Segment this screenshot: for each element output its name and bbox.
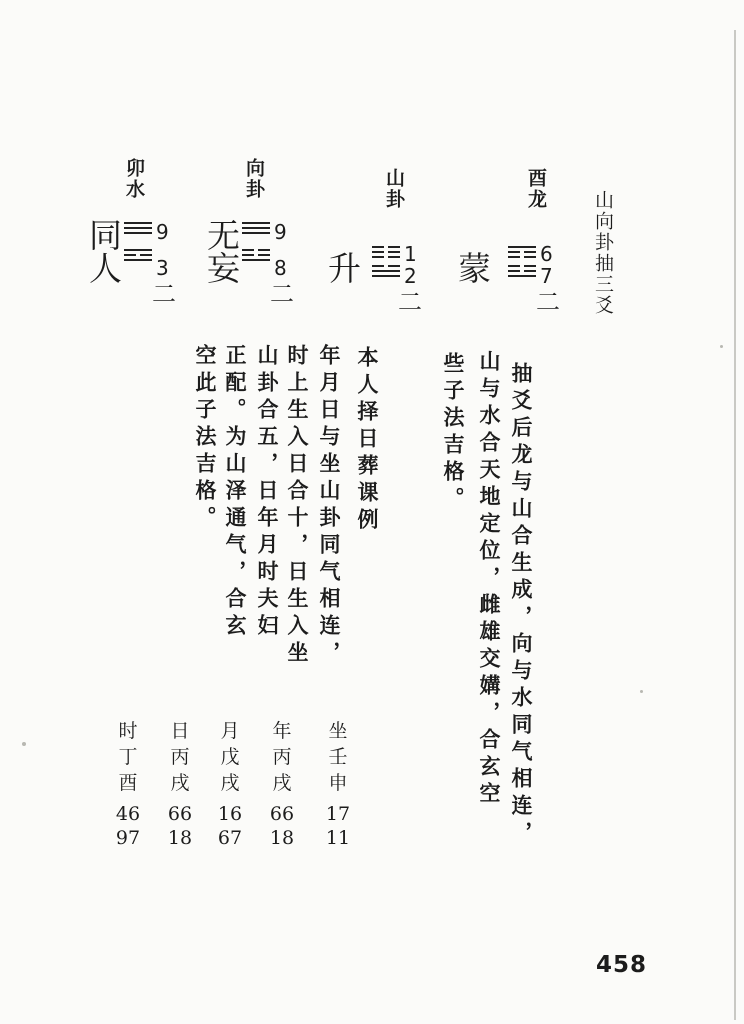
- table-label: 坐: [328, 720, 348, 742]
- scan-speck: [640, 690, 643, 693]
- hexagram-lines-tongren: [124, 222, 152, 264]
- table-branch: 戌: [272, 772, 292, 794]
- table-label: 月: [220, 720, 240, 742]
- paragraph-2-line-3: 山卦合五，日年月时夫妇: [255, 344, 280, 641]
- hexagram-number-tongren-1: 9: [156, 220, 169, 244]
- table-number-2: 18: [269, 827, 295, 849]
- hexagram-name-wuwang: 无妄: [202, 218, 241, 284]
- paragraph-2-line-4: 正配。为山泽通气，合玄: [223, 344, 248, 641]
- paragraph-1-line-2: 山与水合天地定位，雌雄交媾，合玄空: [477, 350, 502, 809]
- hexagram-lines-sheng: [372, 246, 400, 280]
- hexagram-number-tongren-2: 3: [156, 256, 169, 280]
- page-number: 458: [596, 952, 648, 978]
- table-stem: 戊: [220, 746, 240, 768]
- paragraph-2-line-1: 年月日与坐山卦同气相连，: [317, 344, 342, 668]
- paragraph-1-line-3: 些子法吉格。: [441, 352, 466, 514]
- hexagram-lines-meng: [508, 246, 536, 280]
- table-number-2: 97: [115, 827, 141, 849]
- paragraph-2-line-5: 空此子法吉格。: [193, 344, 218, 533]
- table-stem: 壬: [328, 746, 348, 768]
- table-branch: 戌: [220, 772, 240, 794]
- table-stem: 丁: [118, 746, 138, 768]
- hexagram-yao-meng: 二: [536, 288, 560, 316]
- table-column-ri: [158, 718, 202, 850]
- table-stem: 丙: [170, 746, 190, 768]
- table-number-2: 11: [325, 827, 351, 849]
- hexagram-number-wuwang-1: 9: [274, 220, 287, 244]
- table-number-1: 16: [217, 803, 243, 825]
- hexagram-yao-wuwang: 二: [270, 280, 294, 308]
- table-number-1: 17: [325, 803, 351, 825]
- table-number-1: 66: [167, 803, 193, 825]
- table-label: 日: [170, 720, 190, 742]
- page-edge: [734, 30, 736, 1020]
- paragraph-2-heading: 本人择日葬课例: [355, 346, 380, 535]
- table-label: 年: [272, 720, 292, 742]
- label-xianggua: 向卦: [243, 158, 265, 200]
- hexagram-name-meng: 蒙: [458, 249, 491, 288]
- hexagram-number-meng-1: 6: [540, 242, 553, 266]
- hexagram-lines-wuwang: [242, 222, 270, 264]
- table-label: 时: [118, 720, 138, 742]
- paragraph-2-line-2: 时上生入日合十，日生入坐: [285, 344, 310, 668]
- table-column-shi: [106, 718, 150, 850]
- hexagram-yao-tongren: 二: [152, 280, 176, 308]
- label-shangua: 山卦: [383, 168, 405, 210]
- paragraph-1-line-1: 抽爻后龙与山合生成，向与水同气相连，: [509, 362, 534, 848]
- hexagram-number-sheng-1: 1: [404, 242, 417, 266]
- scan-speck: [22, 742, 26, 746]
- page-title: 山向卦抽三爻: [592, 190, 614, 316]
- table-column-nian: [260, 718, 304, 850]
- hexagram-number-sheng-2: 2: [404, 264, 417, 288]
- hexagram-number-wuwang-2: 8: [274, 256, 287, 280]
- label-youlong: 酉龙: [525, 168, 547, 210]
- scan-speck: [720, 345, 723, 348]
- table-number-2: 67: [217, 827, 243, 849]
- hexagram-yao-sheng: 二: [398, 288, 422, 316]
- table-column-zuo: [316, 718, 360, 850]
- hexagram-name-sheng: 升: [328, 249, 361, 288]
- table-column-yue: [208, 718, 252, 850]
- table-number-1: 66: [269, 803, 295, 825]
- table-branch: 酉: [118, 772, 138, 794]
- hexagram-number-meng-2: 7: [540, 264, 553, 288]
- table-stem: 丙: [272, 746, 292, 768]
- label-maoshui: 卯水: [123, 158, 145, 200]
- hexagram-name-tongren: 同人: [84, 218, 123, 284]
- table-branch: 戌: [170, 772, 190, 794]
- table-branch: 申: [328, 772, 348, 794]
- table-number-1: 46: [115, 803, 141, 825]
- table-number-2: 18: [167, 827, 193, 849]
